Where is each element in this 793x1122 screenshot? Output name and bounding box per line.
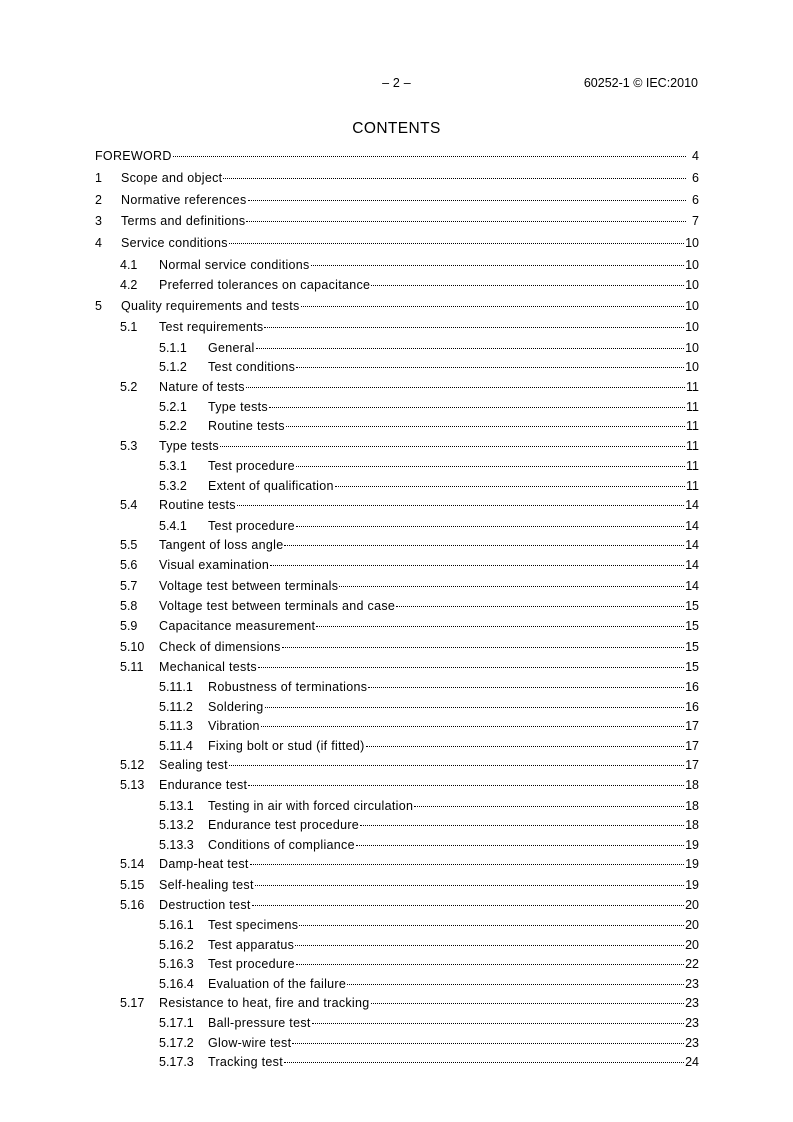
toc-entry-number: 3 — [95, 214, 102, 229]
dot-leader — [255, 885, 684, 886]
toc-entry[interactable] — [95, 439, 699, 459]
toc-entry-title: General — [208, 340, 255, 355]
toc-entry[interactable] — [95, 171, 699, 193]
toc-entry[interactable] — [95, 1016, 699, 1036]
toc-entry-number: 5.1 — [120, 320, 138, 335]
toc-entry-number: 5.8 — [120, 598, 138, 613]
toc-entry-title: Type tests — [159, 438, 219, 453]
dot-leader — [265, 707, 685, 708]
toc-entry-page: 10 — [685, 236, 699, 251]
toc-entry[interactable] — [95, 400, 699, 420]
toc-entry[interactable] — [95, 700, 699, 720]
toc-entry-title: Destruction test — [159, 897, 251, 912]
toc-entry-number: 5.2 — [120, 379, 138, 394]
toc-entry-number: 5.13.3 — [159, 837, 194, 852]
dot-leader — [356, 845, 684, 846]
toc-entry-page: 10 — [685, 278, 699, 293]
dot-leader — [264, 327, 684, 328]
dot-leader — [301, 306, 685, 307]
toc-entry-page: 11 — [686, 419, 699, 434]
toc-entry-number: 5.11.3 — [159, 719, 193, 734]
toc-entry-title: Test procedure — [208, 518, 295, 533]
toc-entry-page: 14 — [685, 538, 699, 553]
toc-entry-number: 5.13.2 — [159, 818, 194, 833]
toc-entry-number: 5.15 — [120, 877, 145, 892]
toc-entry[interactable] — [95, 1055, 699, 1075]
toc-entry-number: 5.16 — [120, 897, 145, 912]
toc-entry-number: 4.1 — [120, 257, 138, 272]
toc-entry-number: 5.17.1 — [159, 1016, 194, 1031]
dot-leader — [270, 565, 684, 566]
toc-entry-page: 14 — [685, 518, 699, 533]
toc-entry-title: Damp-heat test — [159, 857, 249, 872]
toc-entry-number: 4.2 — [120, 278, 138, 293]
toc-entry[interactable] — [95, 193, 699, 215]
toc-entry-page: 11 — [686, 459, 699, 474]
dot-leader — [312, 1023, 684, 1024]
dot-leader — [368, 687, 684, 688]
dot-leader — [296, 466, 685, 467]
toc-entry[interactable] — [95, 320, 699, 340]
toc-entry-page: 15 — [685, 598, 699, 613]
toc-entry-title: Nature of tests — [159, 379, 245, 394]
toc-entry-number: 5.9 — [120, 619, 138, 634]
dot-leader — [339, 586, 684, 587]
toc-entry-page: 11 — [686, 438, 699, 453]
toc-entry-number: 5.10 — [120, 639, 145, 654]
dot-leader — [269, 407, 685, 408]
dot-leader — [261, 726, 684, 727]
dot-leader — [282, 647, 684, 648]
toc-entry-title: Test specimens — [208, 918, 299, 933]
toc-entry-number: 5.3.1 — [159, 459, 187, 474]
toc-entry[interactable] — [95, 579, 699, 599]
dot-leader — [173, 156, 686, 157]
toc-entry-number: 5.17.2 — [159, 1035, 194, 1050]
toc-entry-title: Preferred tolerances on capacitance — [159, 278, 371, 293]
dot-leader — [223, 178, 686, 179]
toc-entry-page: 11 — [686, 478, 699, 493]
toc-entry-title: Routine tests — [208, 419, 285, 434]
dot-leader — [296, 526, 684, 527]
dot-leader — [371, 1003, 685, 1004]
toc-entry-number: 5.17.3 — [159, 1055, 194, 1070]
toc-entry[interactable] — [95, 459, 699, 479]
dot-leader — [246, 387, 685, 388]
toc-entry-title: Ball-pressure test — [208, 1016, 311, 1031]
dot-leader — [292, 1043, 684, 1044]
toc-entry-number: 5.16.1 — [159, 918, 194, 933]
toc-entry-title: Check of dimensions — [159, 639, 281, 654]
toc-entry-page: 17 — [685, 758, 699, 773]
toc-entry-title: Test procedure — [208, 459, 295, 474]
toc-entry-page: 20 — [685, 937, 699, 952]
toc-entry[interactable] — [95, 857, 699, 877]
toc-entry[interactable] — [95, 739, 699, 759]
toc-entry-number: 5.3 — [120, 438, 138, 453]
toc-entry-page: 15 — [685, 619, 699, 634]
toc-entry[interactable] — [95, 977, 699, 997]
table-of-contents — [95, 149, 699, 1075]
toc-entry-number: 5.1.2 — [159, 360, 187, 375]
page-title: CONTENTS — [352, 120, 441, 137]
toc-entry-title: Normative references — [121, 192, 247, 207]
toc-entry[interactable] — [95, 360, 699, 380]
toc-entry-title: FOREWORD — [95, 149, 172, 163]
toc-entry[interactable] — [95, 778, 699, 798]
toc-entry-number: 5.6 — [120, 558, 138, 573]
toc-entry[interactable] — [95, 479, 699, 499]
toc-entry-page: 23 — [685, 1016, 699, 1031]
dot-leader — [311, 265, 684, 266]
toc-entry-number: 5.1.1 — [159, 340, 187, 355]
dot-leader — [286, 426, 685, 427]
toc-entry-title: Quality requirements and tests — [121, 298, 300, 313]
page-number: – 2 – — [382, 76, 411, 90]
toc-entry-page: 11 — [686, 399, 699, 414]
toc-entry-page: 16 — [685, 699, 699, 714]
toc-entry-title: Endurance test procedure — [208, 818, 360, 833]
toc-entry-number: 5.17 — [120, 996, 145, 1011]
toc-entry-title: Routine tests — [159, 498, 236, 513]
dot-leader — [296, 367, 684, 368]
dot-leader — [360, 825, 684, 826]
toc-entry-number: 5.16.2 — [159, 937, 194, 952]
toc-entry-title: Conditions of compliance — [208, 837, 355, 852]
toc-entry-title: Test requirements — [159, 320, 264, 335]
toc-entry-number: 5.14 — [120, 857, 145, 872]
toc-entry-number: 5.11 — [120, 659, 144, 674]
dot-leader — [246, 221, 686, 222]
toc-entry-title: Service conditions — [121, 236, 228, 251]
toc-entry-page: 19 — [685, 837, 699, 852]
toc-entry-page: 15 — [685, 639, 699, 654]
toc-entry[interactable] — [95, 519, 699, 539]
toc-entry-page: 10 — [685, 257, 699, 272]
toc-entry-title: Tracking test — [208, 1055, 283, 1070]
toc-entry-page: 19 — [685, 877, 699, 892]
toc-entry[interactable] — [95, 619, 699, 639]
toc-entry-number: 5.5 — [120, 538, 138, 553]
toc-entry[interactable] — [95, 660, 699, 680]
toc-entry-page: 17 — [685, 719, 699, 734]
toc-entry[interactable] — [95, 878, 699, 898]
toc-entry-page: 23 — [685, 996, 699, 1011]
toc-entry-title: Voltage test between terminals and case — [159, 598, 396, 613]
toc-entry-number: 5.3.2 — [159, 478, 187, 493]
toc-entry-number: 5.13 — [120, 778, 145, 793]
toc-entry[interactable] — [95, 599, 699, 619]
toc-entry[interactable] — [95, 758, 699, 778]
toc-entry-page: 15 — [685, 659, 699, 674]
dot-leader — [335, 486, 685, 487]
toc-entry-page: 18 — [685, 778, 699, 793]
toc-entry-title: Resistance to heat, fire and tracking — [159, 996, 370, 1011]
toc-entry-title: Self-healing test — [159, 877, 254, 892]
toc-entry-title: Test procedure — [208, 957, 295, 972]
toc-entry-page: 20 — [685, 897, 699, 912]
toc-entry[interactable] — [95, 799, 699, 819]
toc-entry-number: 5.12 — [120, 758, 145, 773]
toc-entry-page: 19 — [685, 857, 699, 872]
toc-entry[interactable] — [95, 640, 699, 660]
toc-entry-page: 17 — [685, 738, 699, 753]
dot-leader — [296, 964, 684, 965]
toc-entry-page: 16 — [685, 680, 699, 695]
toc-entry-number: 5.4 — [120, 498, 138, 513]
toc-entry-page: 22 — [685, 957, 699, 972]
toc-entry-title: Robustness of terminations — [208, 680, 368, 695]
toc-entry[interactable] — [95, 818, 699, 838]
dot-leader — [248, 785, 684, 786]
toc-entry-page: 14 — [685, 558, 699, 573]
toc-entry-page: 24 — [685, 1055, 699, 1070]
dot-leader — [256, 348, 685, 349]
toc-entry-page: 10 — [685, 340, 699, 355]
toc-entry[interactable] — [95, 380, 699, 400]
toc-entry[interactable] — [95, 1036, 699, 1056]
toc-entry-page: 11 — [686, 379, 699, 394]
toc-entry-number: 5.2.1 — [159, 399, 187, 414]
dot-leader — [252, 905, 684, 906]
dot-leader — [366, 746, 685, 747]
toc-entry-title: Glow-wire test — [208, 1035, 292, 1050]
toc-entry-page: 18 — [685, 798, 699, 813]
toc-entry-page: 10 — [685, 320, 699, 335]
document-reference: 60252-1 © IEC:2010 — [583, 76, 698, 90]
toc-entry[interactable] — [95, 838, 699, 858]
toc-entry-page: 10 — [685, 360, 699, 375]
toc-entry[interactable] — [95, 498, 699, 518]
toc-entry[interactable] — [95, 341, 699, 361]
dot-leader — [248, 200, 687, 201]
toc-entry-number: 5.16.3 — [159, 957, 194, 972]
dot-leader — [371, 285, 684, 286]
toc-entry-number: 5.11.1 — [159, 680, 193, 695]
toc-entry-title: Sealing test — [159, 758, 228, 773]
toc-entry-page: 23 — [685, 1035, 699, 1050]
toc-entry-title: Vibration — [208, 719, 260, 734]
dot-leader — [229, 243, 684, 244]
toc-entry-page: 7 — [692, 214, 699, 229]
toc-entry[interactable] — [95, 149, 699, 171]
toc-entry-number: 4 — [95, 236, 102, 251]
toc-entry-number: 2 — [95, 192, 102, 207]
toc-entry-title: Evaluation of the failure — [208, 976, 347, 991]
toc-entry-title: Soldering — [208, 699, 264, 714]
toc-entry-page: 6 — [692, 192, 699, 207]
dot-leader — [347, 984, 684, 985]
toc-entry-number: 5.2.2 — [159, 419, 187, 434]
toc-entry-title: Terms and definitions — [121, 214, 246, 229]
toc-entry-page: 6 — [692, 170, 699, 185]
toc-entry[interactable] — [95, 258, 699, 278]
toc-entry-number: 1 — [95, 170, 102, 185]
toc-entry[interactable] — [95, 214, 699, 236]
toc-entry[interactable] — [95, 680, 699, 700]
dot-leader — [316, 626, 684, 627]
dot-leader — [396, 606, 684, 607]
toc-entry[interactable] — [95, 236, 699, 258]
dot-leader — [237, 505, 684, 506]
toc-entry[interactable] — [95, 957, 699, 977]
toc-entry-title: Capacitance measurement — [159, 619, 316, 634]
dot-leader — [220, 446, 685, 447]
toc-entry-number: 5.16.4 — [159, 976, 194, 991]
toc-entry-title: Voltage test between terminals — [159, 578, 339, 593]
toc-entry-title: Visual examination — [159, 558, 270, 573]
toc-entry-number: 5.7 — [120, 578, 138, 593]
toc-entry-title: Testing in air with forced circulation — [208, 798, 414, 813]
toc-entry-title: Scope and object — [121, 170, 223, 185]
toc-entry-page: 14 — [685, 498, 699, 513]
dot-leader — [295, 945, 684, 946]
toc-entry-number: 5 — [95, 298, 102, 313]
toc-entry[interactable] — [95, 558, 699, 578]
toc-entry-page: 20 — [685, 918, 699, 933]
toc-entry[interactable] — [95, 898, 699, 918]
toc-entry[interactable] — [95, 996, 699, 1016]
toc-entry[interactable] — [95, 938, 699, 958]
toc-entry-page: 23 — [685, 976, 699, 991]
toc-entry-number: 5.13.1 — [159, 798, 194, 813]
toc-entry-title: Type tests — [208, 399, 268, 414]
toc-entry-title: Mechanical tests — [159, 659, 257, 674]
toc-entry[interactable] — [95, 278, 699, 298]
dot-leader — [414, 806, 684, 807]
toc-entry-number: 5.4.1 — [159, 518, 187, 533]
dot-leader — [258, 667, 684, 668]
toc-entry-title: Endurance test — [159, 778, 248, 793]
toc-entry-title: Test apparatus — [208, 937, 295, 952]
toc-entry[interactable] — [95, 918, 699, 938]
toc-entry-title: Tangent of loss angle — [159, 538, 284, 553]
dot-leader — [284, 1062, 684, 1063]
toc-entry-page: 4 — [692, 149, 699, 163]
toc-entry-number: 5.11.4 — [159, 738, 193, 753]
toc-entry-title: Fixing bolt or stud (if fitted) — [208, 738, 365, 753]
dot-leader — [229, 765, 684, 766]
toc-entry-page: 10 — [685, 298, 699, 313]
toc-entry-page: 14 — [685, 578, 699, 593]
toc-entry[interactable] — [95, 538, 699, 558]
toc-entry-title: Extent of qualification — [208, 478, 334, 493]
dot-leader — [250, 864, 684, 865]
toc-entry[interactable] — [95, 419, 699, 439]
dot-leader — [299, 925, 684, 926]
toc-entry-number: 5.11.2 — [159, 699, 193, 714]
dot-leader — [284, 545, 684, 546]
toc-entry-title: Test conditions — [208, 360, 296, 375]
toc-entry-page: 18 — [685, 818, 699, 833]
toc-entry-title: Normal service conditions — [159, 257, 310, 272]
toc-entry[interactable] — [95, 719, 699, 739]
toc-entry[interactable] — [95, 299, 699, 321]
